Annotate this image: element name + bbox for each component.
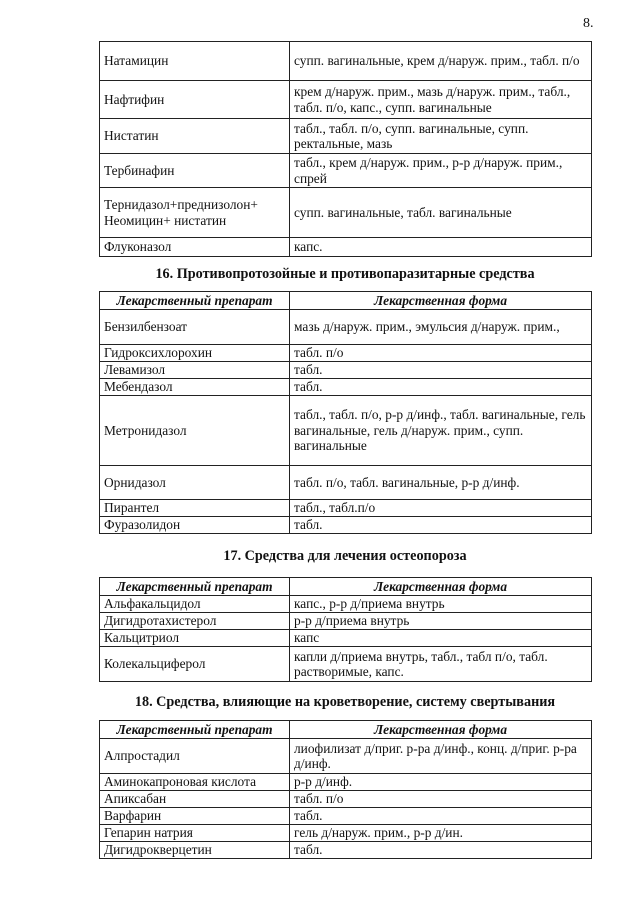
- table-row: [100, 119, 592, 154]
- column-header-drug: Лекарственный препарат: [100, 578, 290, 596]
- drug-form-cell: капли д/приема внутрь, табл., табл п/о, табл. растворимые, капс.: [290, 647, 592, 682]
- drug-form-cell: табл. п/о, табл. вагинальные, р-р д/инф.: [290, 466, 592, 500]
- drug-table: [99, 291, 592, 534]
- drug-name-cell: Алпростадил: [100, 739, 290, 774]
- drug-table: [99, 577, 592, 682]
- column-header-drug: Лекарственный препарат: [100, 721, 290, 739]
- drug-name-cell: Мебендазол: [100, 379, 290, 396]
- column-header-form: Лекарственная форма: [290, 292, 592, 310]
- drug-name-cell: Пирантел: [100, 500, 290, 517]
- drug-form-cell: гель д/наруж. прим., р-р д/ин.: [290, 825, 592, 842]
- table-row: [100, 466, 592, 500]
- table-row: [100, 362, 592, 379]
- table-row: [100, 345, 592, 362]
- continuation-table-block: [99, 41, 592, 257]
- table-row: [100, 188, 592, 238]
- drug-form-cell: табл. п/о: [290, 345, 592, 362]
- drug-form-cell: табл.: [290, 379, 592, 396]
- drug-name-cell: Варфарин: [100, 808, 290, 825]
- column-header-form: Лекарственная форма: [290, 721, 592, 739]
- page-number: 8.: [583, 16, 594, 31]
- table-row: [100, 396, 592, 466]
- section-title: 18. Средства, влияющие на кроветворение, систему свертывания: [134, 694, 556, 710]
- drug-name-cell: Аминокапроновая кислота: [100, 774, 290, 791]
- drug-form-cell: р-р д/приема внутрь: [290, 613, 592, 630]
- column-header-form: Лекарственная форма: [290, 578, 592, 596]
- drug-name-cell: Натамицин: [100, 42, 290, 81]
- drug-form-cell: супп. вагинальные, крем д/наруж. прим., табл. п/о: [290, 42, 592, 81]
- drug-name-cell: Кальцитриол: [100, 630, 290, 647]
- section-16-table-block: [99, 291, 592, 534]
- drug-form-cell: капс: [290, 630, 592, 647]
- drug-name-cell: Дигидротахистерол: [100, 613, 290, 630]
- table-row: [100, 379, 592, 396]
- drug-name-cell: Нистатин: [100, 119, 290, 154]
- table-row: [100, 842, 592, 859]
- drug-name-cell: Альфакальцидол: [100, 596, 290, 613]
- table-header-row: [100, 721, 592, 739]
- drug-form-cell: р-р д/инф.: [290, 774, 592, 791]
- table-row: [100, 613, 592, 630]
- drug-name-cell: Гидроксихлорохин: [100, 345, 290, 362]
- table-row: [100, 808, 592, 825]
- section-title: 17. Средства для лечения остеопороза: [223, 548, 467, 564]
- drug-form-cell: табл. п/о: [290, 791, 592, 808]
- drug-name-cell: Гепарин натрия: [100, 825, 290, 842]
- section-17-table-block: [99, 577, 592, 682]
- drug-form-cell: табл., крем д/наруж. прим., р-р д/наруж. прим., спрей: [290, 154, 592, 188]
- drug-name-cell: Метронидазол: [100, 396, 290, 466]
- table-row: [100, 791, 592, 808]
- table-row: [100, 310, 592, 345]
- drug-form-cell: табл.: [290, 808, 592, 825]
- table-row: [100, 500, 592, 517]
- drug-name-cell: Нафтифин: [100, 81, 290, 119]
- drug-form-cell: табл., табл. п/о, р-р д/инф., табл. вагинальные, гель вагинальные, гель д/наруж. прим., супп. вагинальные: [290, 396, 592, 466]
- drug-name-cell: Фуразолидон: [100, 517, 290, 534]
- table-row: [100, 154, 592, 188]
- table-row: [100, 596, 592, 613]
- drug-name-cell: Колекальциферол: [100, 647, 290, 682]
- drug-form-cell: крем д/наруж. прим., мазь д/наруж. прим., табл., табл. п/о, капс., супп. вагинальные: [290, 81, 592, 119]
- table-row: [100, 42, 592, 81]
- drug-form-cell: мазь д/наруж. прим., эмульсия д/наруж. прим.,: [290, 310, 592, 345]
- drug-name-cell: Дигидрокверцетин: [100, 842, 290, 859]
- drug-form-cell: табл.: [290, 842, 592, 859]
- table-row: [100, 81, 592, 119]
- section-title: 16. Противопротозойные и противопаразитарные средства: [155, 266, 535, 282]
- column-header-drug: Лекарственный препарат: [100, 292, 290, 310]
- drug-name-cell: Тернидазол+преднизолон+ Неомицин+ нистатин: [100, 188, 290, 238]
- table-header-row: [100, 292, 592, 310]
- drug-name-cell: Бензилбензоат: [100, 310, 290, 345]
- table-row: [100, 517, 592, 534]
- table-row: [100, 774, 592, 791]
- drug-form-cell: табл.: [290, 362, 592, 379]
- drug-form-cell: супп. вагинальные, табл. вагинальные: [290, 188, 592, 238]
- drug-name-cell: Флуконазол: [100, 238, 290, 257]
- drug-name-cell: Левамизол: [100, 362, 290, 379]
- drug-name-cell: Апиксабан: [100, 791, 290, 808]
- drug-form-cell: капс.: [290, 238, 592, 257]
- drug-form-cell: капс., р-р д/приема внутрь: [290, 596, 592, 613]
- table-row: [100, 647, 592, 682]
- section-18-table-block: [99, 720, 592, 859]
- continuation-table: [99, 41, 592, 257]
- table-row: [100, 825, 592, 842]
- drug-name-cell: Тербинафин: [100, 154, 290, 188]
- drug-form-cell: табл.: [290, 517, 592, 534]
- drug-name-cell: Орнидазол: [100, 466, 290, 500]
- table-row: [100, 238, 592, 257]
- table-header-row: [100, 578, 592, 596]
- drug-table: [99, 720, 592, 859]
- drug-form-cell: табл., табл. п/о, супп. вагинальные, супп. ректальные, мазь: [290, 119, 592, 154]
- drug-form-cell: лиофилизат д/приг. р-ра д/инф., конц. д/приг. р-ра д/инф.: [290, 739, 592, 774]
- table-row: [100, 739, 592, 774]
- table-row: [100, 630, 592, 647]
- drug-form-cell: табл., табл.п/о: [290, 500, 592, 517]
